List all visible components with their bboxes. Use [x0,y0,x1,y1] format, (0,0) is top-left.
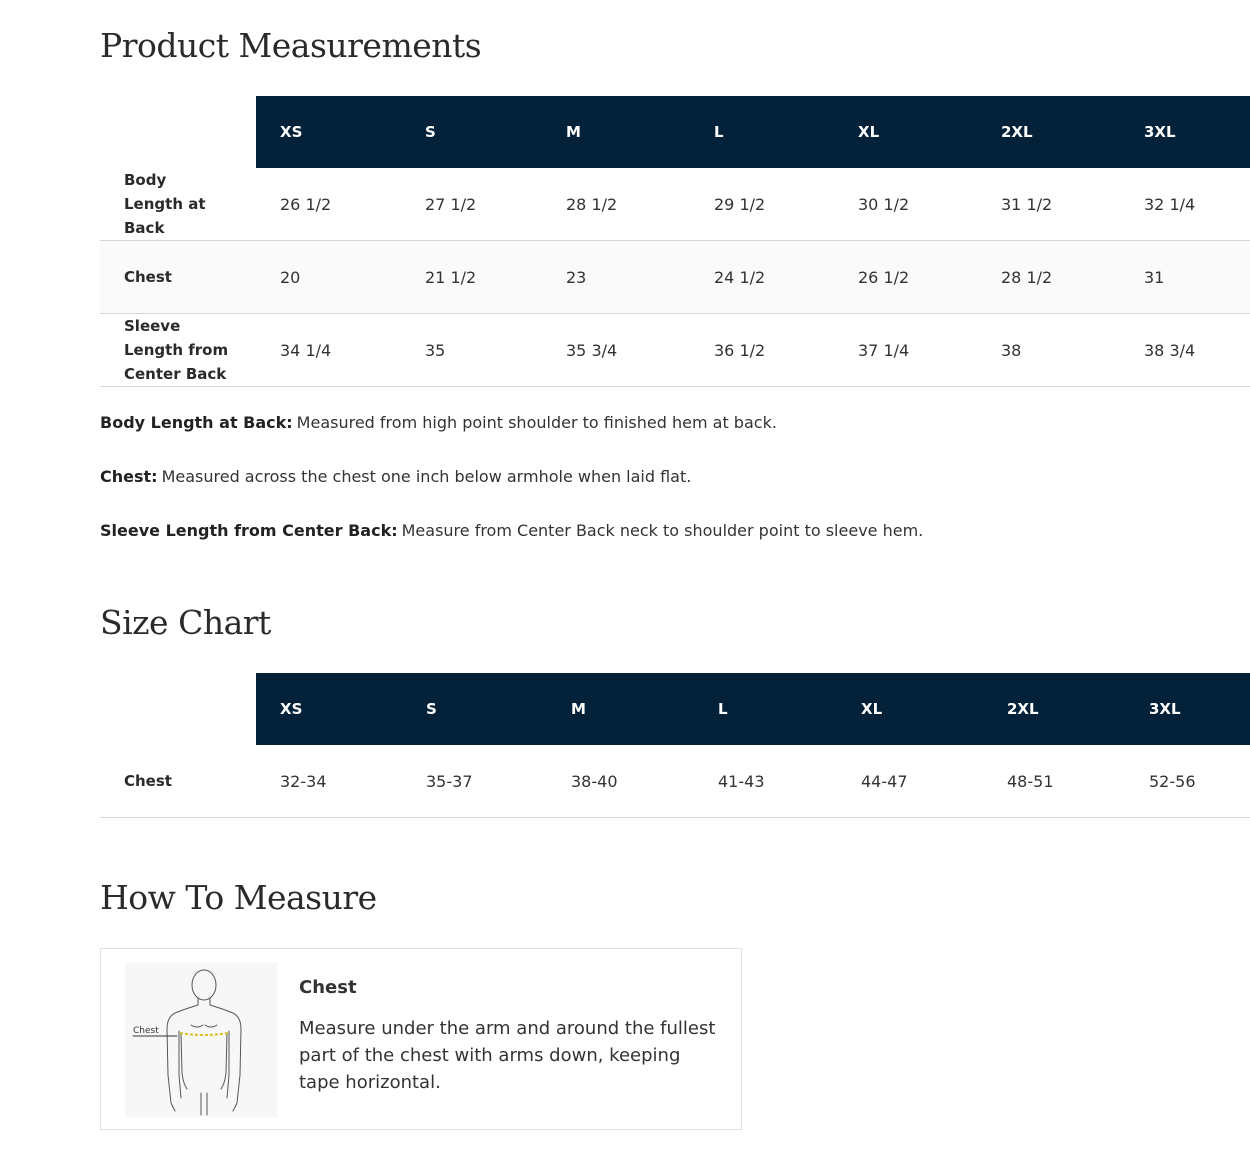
table-cell: 48-51 [983,745,1125,818]
table-cell: 30 1/2 [834,168,977,241]
table-cell: 35 [401,314,542,387]
header-size-2xl: 2XL [977,96,1120,168]
row-label: Chest [100,745,256,818]
note-text: Measured from high point shoulder to finished hem at back. [296,413,777,432]
header-size-s: S [402,673,547,745]
table-cell: 41-43 [694,745,837,818]
table-cell: 31 1/2 [977,168,1120,241]
header-size-xs: XS [256,673,402,745]
table-row-body-length [100,168,1250,241]
table-cell: 29 1/2 [690,168,834,241]
how-to-measure-card-description: Measure under the arm and around the fullest part of the chest with arms down, keeping tape horizontal. [299,1018,716,1093]
table-header-row [100,96,1250,168]
header-size-xl: XL [837,673,983,745]
header-corner [100,673,256,745]
how-to-measure-card-title: Chest [299,977,357,998]
header-size-s: S [401,96,542,168]
table-cell: 34 1/4 [256,314,401,387]
chest-measurement-illustration [125,963,277,1117]
table-cell: 28 1/2 [977,241,1120,314]
header-corner [100,96,256,168]
table-cell: 38-40 [547,745,694,818]
table-cell: 27 1/2 [401,168,542,241]
note-label: Chest: [100,467,158,486]
table-cell: 36 1/2 [690,314,834,387]
header-size-3xl: 3XL [1125,673,1250,745]
note-sleeve-length [100,520,1200,542]
note-text: Measured across the chest one inch below armhole when laid flat. [161,467,692,486]
table-cell: 32-34 [256,745,402,818]
header-size-l: L [690,96,834,168]
header-size-m: M [547,673,694,745]
table-row-chest [100,241,1250,314]
header-size-m: M [542,96,690,168]
table-cell: 24 1/2 [690,241,834,314]
table-cell: 35-37 [402,745,547,818]
note-label: Sleeve Length from Center Back: [100,521,398,540]
header-size-xl: XL [834,96,977,168]
table-cell: 26 1/2 [256,168,401,241]
product-measurements-table [100,96,1250,387]
row-label: Body Length at Back [100,168,256,241]
table-cell: 20 [256,241,401,314]
note-body-length [100,412,1200,434]
note-label: Body Length at Back: [100,413,293,432]
header-size-xs: XS [256,96,401,168]
size-chart-table [100,673,1250,818]
measurement-notes [100,412,1200,574]
table-cell: 52-56 [1125,745,1250,818]
size-chart-title: Size Chart [100,603,271,642]
row-label: Sleeve Length from Center Back [100,314,256,387]
note-chest [100,466,1200,488]
body-outline-icon [125,963,277,1117]
product-measurements-title: Product Measurements [100,26,482,65]
table-cell: 21 1/2 [401,241,542,314]
table-row-chest [100,745,1250,818]
how-to-measure-title: How To Measure [100,878,377,917]
table-cell: 37 1/4 [834,314,977,387]
table-cell: 26 1/2 [834,241,977,314]
header-size-2xl: 2XL [983,673,1125,745]
table-cell: 35 3/4 [542,314,690,387]
table-header-row [100,673,1250,745]
table-cell: 32 1/4 [1120,168,1250,241]
row-label: Chest [100,241,256,314]
table-cell: 38 [977,314,1120,387]
header-size-l: L [694,673,837,745]
table-cell: 44-47 [837,745,983,818]
header-size-3xl: 3XL [1120,96,1250,168]
figure-chest-label: Chest [133,1026,159,1036]
table-row-sleeve-length [100,314,1250,387]
how-to-measure-card [100,948,742,1130]
table-cell: 38 3/4 [1120,314,1250,387]
table-cell: 23 [542,241,690,314]
note-text: Measure from Center Back neck to shoulder point to sleeve hem. [401,521,924,540]
table-cell: 31 [1120,241,1250,314]
table-cell: 28 1/2 [542,168,690,241]
